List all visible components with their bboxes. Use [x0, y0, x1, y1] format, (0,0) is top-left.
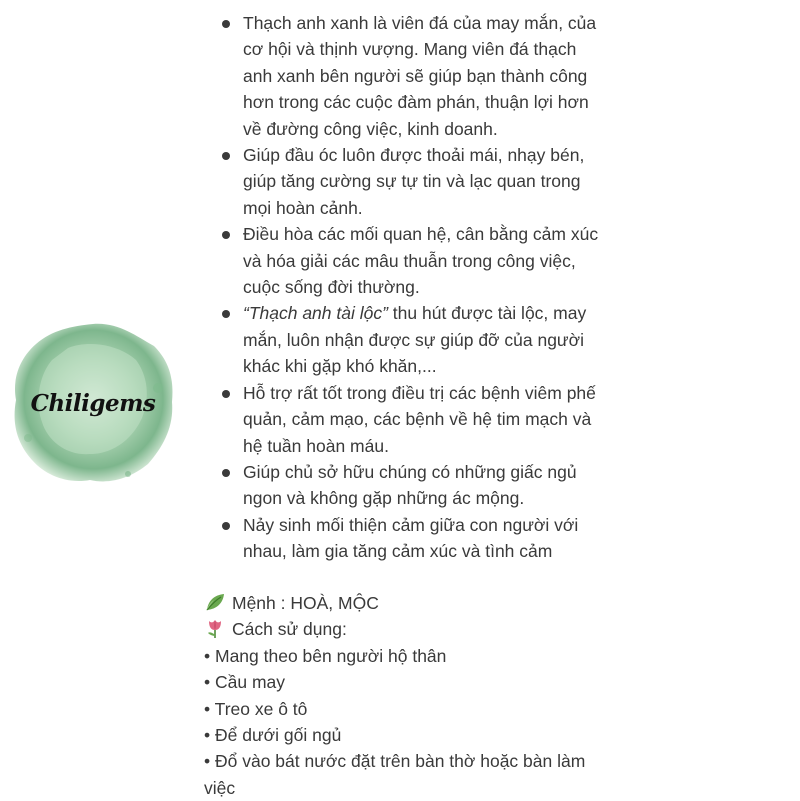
list-item [210, 459, 610, 512]
benefit-quote: “Thạch anh tài lộc” [243, 303, 388, 324]
benefit-text: thu hút được tài lộc, may mắn, luôn nhận được sự giúp đỡ của người khác khi gặp khó khăn,... [243, 303, 587, 377]
list-item [210, 300, 610, 379]
usage-item: • Để dưới gối ngủ [204, 725, 342, 746]
benefit-text: Giúp chủ sở hữu chúng có những giấc ngủ ngon và không gặp những ác mộng. [243, 461, 577, 509]
usage-item: • Cầu may [204, 672, 286, 693]
menh-text: Mệnh : HOÀ, MỘC [232, 593, 379, 613]
usage-section [204, 590, 604, 801]
usage-item: • Treo xe ô tô [204, 698, 308, 719]
benefit-text: Hỗ trợ rất tốt trong điều trị các bệnh viêm phế quản, cảm mạo, các bệnh về hệ tim mạch và hệ tuần hoàn máu. [243, 382, 596, 456]
usage-title: Cách sử dụng: [232, 619, 347, 640]
leaf-icon [204, 592, 226, 612]
tulip-icon [204, 618, 226, 638]
logo-text: Chiligems [30, 390, 156, 417]
benefit-text: Thạch anh xanh là viên đá của may mắn, của cơ hội và thịnh vượng. Mang viên đá thạch anh xanh bên người sẽ giúp bạn thành công hơn trong các cuộc đàm phán, thuận lợi hơn về đường công việc, kinh doanh. [243, 13, 597, 139]
usage-item: • Mang theo bên người hộ thân [204, 645, 447, 666]
benefits-list [210, 10, 610, 565]
benefit-text: Giúp đầu óc luôn được thoải mái, nhạy bén, giúp tăng cường sự tự tin và lạc quan trong mọi hoàn cảnh. [243, 145, 585, 218]
list-item [210, 512, 610, 565]
list-item [210, 221, 610, 300]
benefit-text: Nảy sinh mối thiện cảm giữa con người với nhau, làm gia tăng cảm xúc và tình cảm [243, 514, 579, 562]
usage-title-line [204, 616, 604, 642]
list-item [210, 10, 610, 142]
benefit-text: Điều hòa các mối quan hệ, cân bằng cảm xúc và hóa giải các mâu thuẫn trong công việc, cuộc sống đời thường. [243, 224, 599, 298]
list-item [210, 142, 610, 221]
list-item [210, 380, 610, 459]
element-line [204, 590, 604, 616]
usage-item: • Đổ vào bát nước đặt trên bàn thờ hoặc bàn làm việc [204, 751, 586, 798]
